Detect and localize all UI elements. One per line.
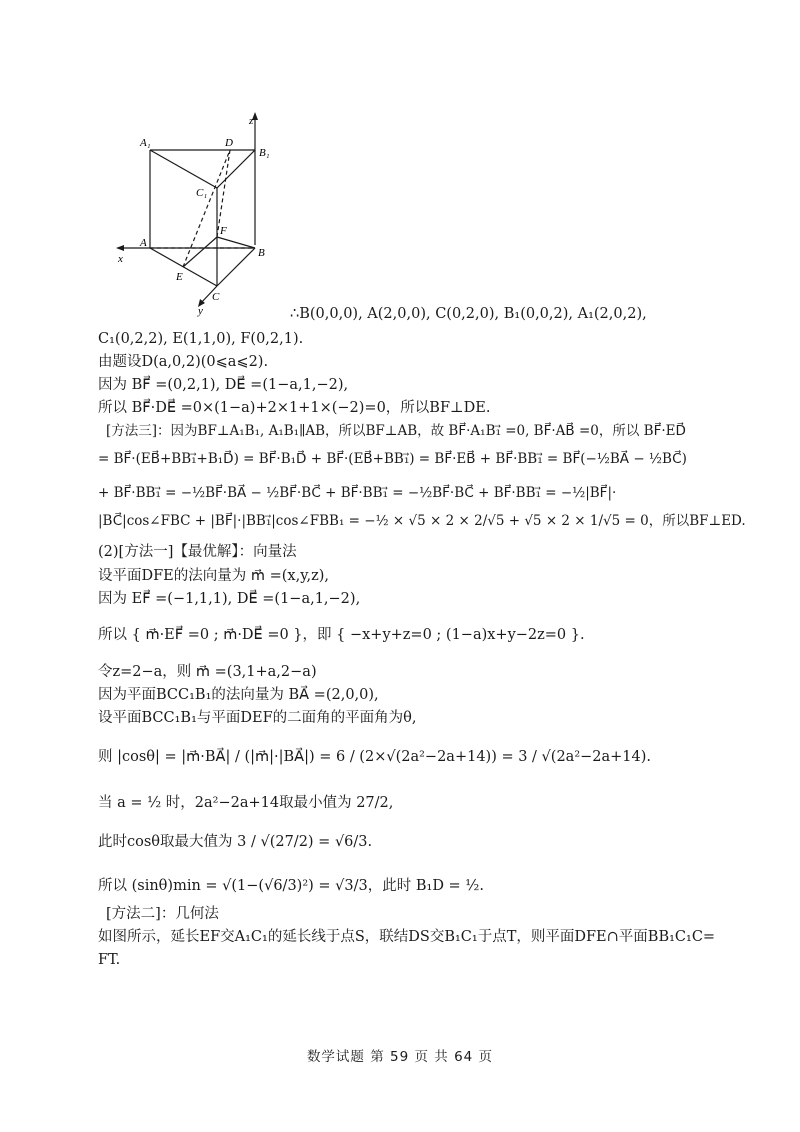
text-line-21: [方法二]：几何法 [106,906,219,922]
text-line-12: 因为 EF⃗ =(−1,1,1), DE⃗ =(1−a,1,−2), [98,591,361,607]
text-line-8: + BF⃗·BB₁⃗ = −½BF⃗·BA⃗ − ½BF⃗·BC⃗ + BF⃗·BB₁⃗ = −½BF⃗·BC⃗ + BF⃗·BB₁⃗ = −½|BF⃗|· [98,485,617,501]
text-line-18: 当 a = ½ 时，2a²−2a+14取最小值为 27/2, [98,795,394,811]
text-line-9: |BC⃗|cos∠FBC + |BF⃗|·|BB₁⃗|cos∠FBB₁ = −½ × √5 × 2 × 2/√5 + √5 × 2 × 1/√5 = 0，所以BF⊥ED. [98,513,746,529]
text-line-5: 所以 BF⃗·DE⃗ =0×(1−a)+2×1+1×(−2)=0，所以BF⊥DE. [98,400,491,416]
label-y: y [198,305,203,317]
edge-a1c1 [150,150,217,188]
text-line-6: [方法三]：因为BF⊥A₁B₁, A₁B₁∥AB，所以BF⊥AB，故 BF⃗·A₁B₁⃗ =0, BF⃗·AB⃗ =0，所以 BF⃗·ED⃗ [106,423,686,439]
segment-df-dashed [217,150,230,237]
label-z: z [249,115,254,127]
segment-ef [183,237,217,267]
text-line-20: 所以 (sinθ)min = √(1−(√6/3)²) = √3/3，此时 B₁D = ½. [98,878,484,894]
text-line-10: (2)[方法一]【最优解】：向量法 [98,544,297,560]
label-e: E [176,271,183,283]
text-line-2: C₁(0,2,2), E(1,1,0), F(0,2,1). [98,331,304,347]
text-line-1: ∴B(0,0,0), A(2,0,0), C(0,2,0), B₁(0,0,2), A₁(2,0,2), [290,306,647,322]
label-a: A [140,237,147,249]
label-c: C [212,291,220,303]
segment-bf [217,237,255,248]
label-a1: A₁ [140,137,151,149]
text-line-15: 因为平面BCC₁B₁的法向量为 BA⃗ =(2,0,0), [98,687,379,703]
text-line-23: FT. [98,952,121,968]
text-line-22: 如图所示，延长EF交A₁C₁的延长线于点S，联结DS交B₁C₁于点T，则平面DFE∩平面BB₁C₁C= [98,929,716,945]
x-axis-arrow [116,245,124,251]
text-line-7: = BF⃗·(EB⃗+BB₁⃗+B₁D⃗) = BF⃗·B₁D⃗ + BF⃗·(EB⃗+BB₁⃗) = BF⃗·EB⃗ + BF⃗·BB₁⃗ = BF⃗(−½BA⃗ − ½BC⃗) [98,451,687,467]
text-line-19: 此时cosθ取最大值为 3 / √(27/2) = √6/3. [98,834,373,850]
label-d: D [225,137,233,149]
label-f: F [220,225,227,237]
label-c1: C₁ [196,187,208,199]
prism-diagram [112,110,272,317]
edge-bc [217,248,255,286]
text-line-14: 令z=2−a，则 m⃗ =(3,1+a,2−a) [98,664,317,680]
label-b1: B₁ [259,147,270,159]
text-line-4: 因为 BF⃗ =(0,2,1), DE⃗ =(1−a,1,−2), [98,377,349,393]
text-line-3: 由题设D(a,0,2)(0⩽a⩽2). [98,354,269,370]
page-footer: 数学试题 第 59 页 共 64 页 [306,1049,494,1065]
segment-de-dashed [183,150,230,267]
text-line-13: 所以 { m⃗·EF⃗ =0 ; m⃗·DE⃗ =0 }，即 { −x+y+z=0 ; (1−a)x+y−2z=0 }. [98,627,585,643]
label-x: x [118,253,123,265]
text-line-16: 设平面BCC₁B₁与平面DEF的二面角的平面角为θ, [98,710,417,726]
prism-figure [112,110,272,317]
label-b: B [258,247,265,259]
text-line-11: 设平面DFE的法向量为 m⃗ =(x,y,z), [98,568,329,584]
text-line-17: 则 |cosθ| = |m⃗·BA⃗| / (|m⃗|·|BA⃗|) = 6 / (2×√(2a²−2a+14)) = 3 / √(2a²−2a+14). [98,749,652,765]
